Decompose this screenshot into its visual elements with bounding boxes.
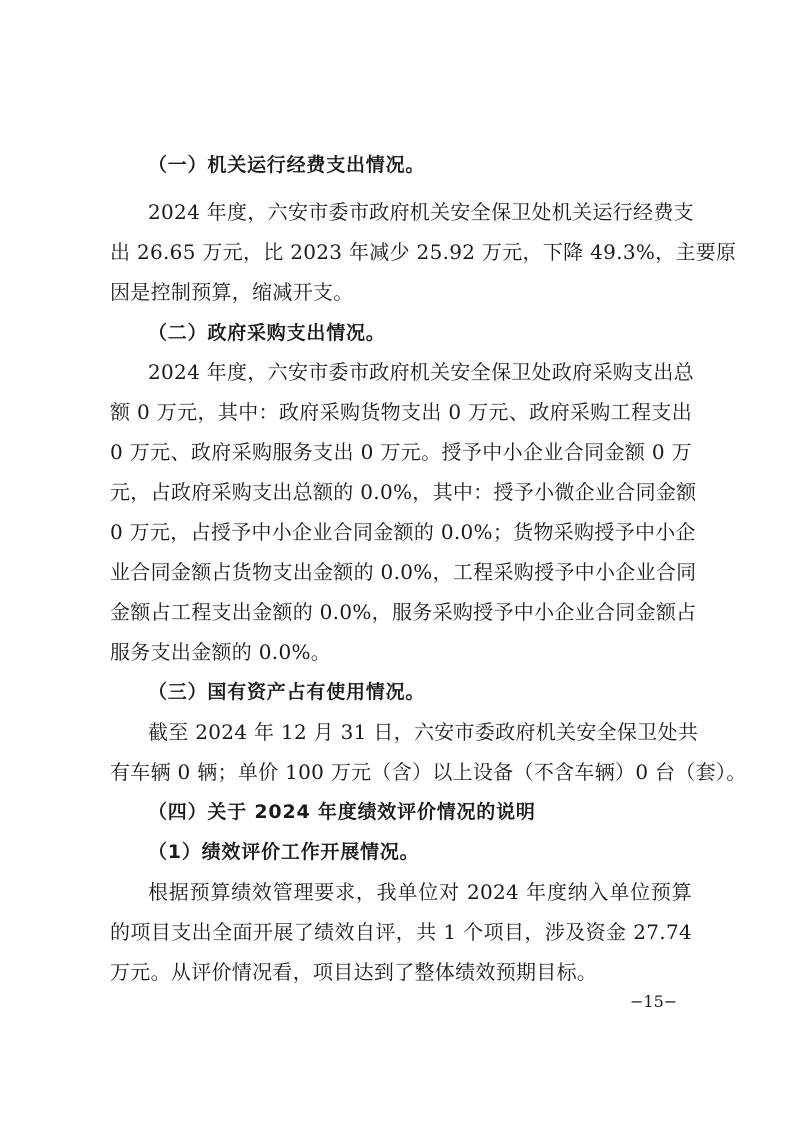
paragraph-line: 服务支出金额的 0.0%。 (110, 640, 332, 664)
paragraph-line: 业合同金额占货物支出金额的 0.0%，工程采购授予中小企业合同 (110, 560, 697, 584)
paragraph-line: 因是控制预算，缩减开支。 (110, 280, 354, 304)
paragraph-line: 有车辆 0 辆；单价 100 万元（含）以上设备（不含车辆）0 台（套）。 (110, 760, 747, 784)
paragraph-line: 截至 2024 年 12 月 31 日，六安市委政府机关安全保卫处共 (148, 720, 699, 744)
section-heading-4: （四）关于 2024 年度绩效评价情况的说明 (148, 801, 536, 823)
section-heading-2: （二）政府采购支出情况。 (148, 322, 386, 344)
paragraph-line: 额 0 万元，其中：政府采购货物支出 0 万元、政府采购工程支出 (110, 400, 692, 424)
paragraph-line: 万元。从评价情况看，项目达到了整体绩效预期目标。 (110, 960, 598, 984)
paragraph-line: 根据预算绩效管理要求，我单位对 2024 年度纳入单位预算 (148, 880, 692, 904)
page-number: −15− (630, 992, 678, 1011)
paragraph-line: 2024 年度，六安市委市政府机关安全保卫处机关运行经费支 (148, 200, 694, 224)
subsection-heading: （1）绩效评价工作开展情况。 (148, 841, 420, 863)
paragraph-line: 元，占政府采购支出总额的 0.0%，其中：授予小微企业合同金额 (110, 480, 697, 504)
paragraph-line: 0 万元，占授予中小企业合同金额的 0.0%；货物采购授予中小企 (110, 520, 696, 544)
section-heading-3: （三）国有资产占有使用情况。 (148, 681, 426, 703)
paragraph-line: 0 万元、政府采购服务支出 0 万元。授予中小企业合同金额 0 万 (110, 440, 692, 464)
section-heading-1: （一）机关运行经费支出情况。 (148, 154, 426, 176)
paragraph-line: 出 26.65 万元，比 2023 年减少 25.92 万元，下降 49.3%，主要原 (110, 240, 737, 264)
paragraph-line: 2024 年度，六安市委市政府机关安全保卫处政府采购支出总 (148, 360, 694, 384)
paragraph-line: 金额占工程支出金额的 0.0%，服务采购授予中小企业合同金额占 (110, 600, 697, 624)
paragraph-line: 的项目支出全面开展了绩效自评，共 1 个项目，涉及资金 27.74 (110, 920, 692, 944)
